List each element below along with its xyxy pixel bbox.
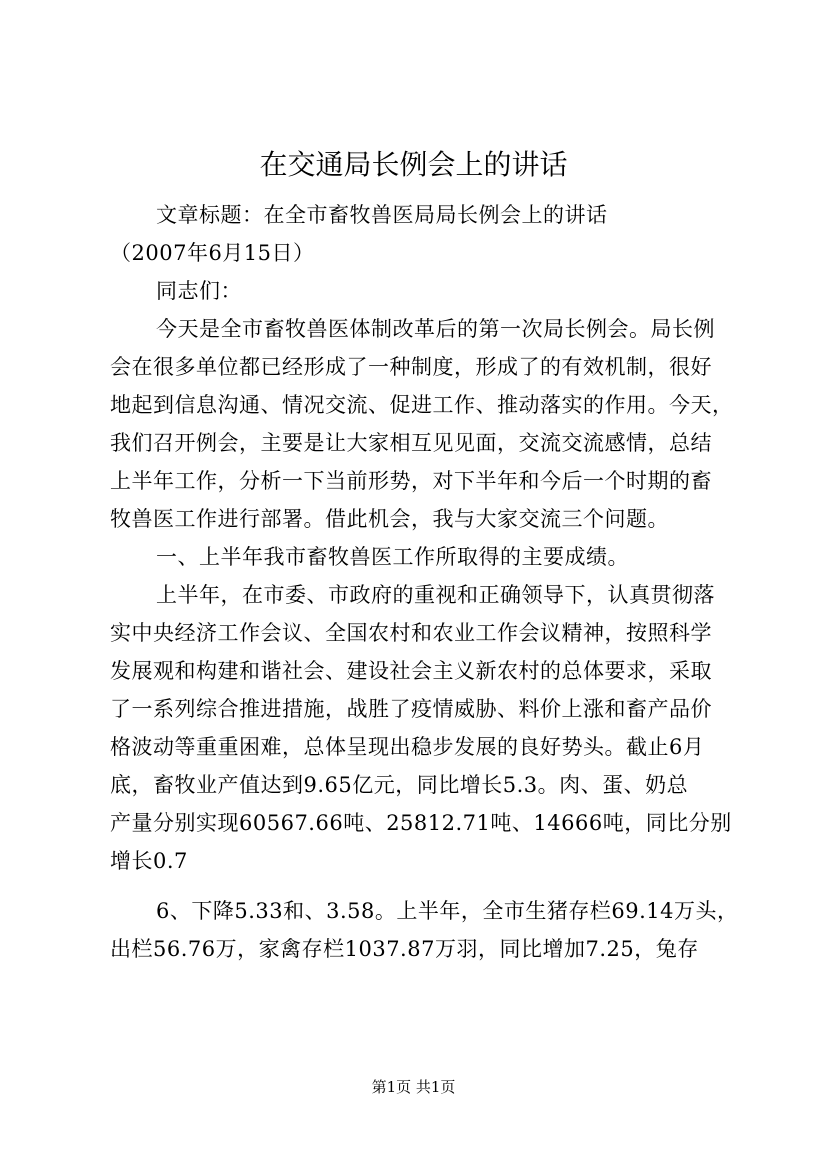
paragraph-line: 了一系列综合推进措施，战胜了疫情威胁、料价上涨和畜产品价 [110,697,712,721]
section-heading: 一、上半年我市畜牧兽医工作所取得的主要成绩。 [156,545,629,569]
paragraph-line: 发展观和构建和谐社会、建设社会主义新农村的总体要求，采取 [110,659,712,683]
document-title: 在交通局长例会上的讲话 [259,148,568,181]
paragraph-line: 增长0.7 [110,849,188,873]
paragraph-line: 牧兽医工作进行部署。借此机会，我与大家交流三个问题。 [110,507,669,531]
paragraph-line: 出栏56.76万，家禽存栏1037.87万羽，同比增加7.25，兔存 [110,937,699,961]
document-body [110,196,739,968]
paragraph-line: 今天是全市畜牧兽医体制改革后的第一次局长例会。局长例 [156,317,715,341]
salutation-line: 同志们： [156,279,242,303]
article-title-line: 文章标题：在全市畜牧兽医局局长例会上的讲话 [156,203,608,227]
paragraph-line: 实中央经济工作会议、全国农村和农业工作会议精神，按照科学 [110,621,712,645]
paragraph-line: 底，畜牧业产值达到9.65亿元，同比增长5.3。肉、蛋、奶总 [110,773,689,797]
paragraph-line: 地起到信息沟通、情况交流、促进工作、推动落实的作用。今天， [110,393,734,417]
paragraph-line: 我们召开例会，主要是让大家相互见见面，交流交流感情，总结 [110,431,712,455]
paragraph-line: 上半年，在市委、市政府的重视和正确领导下，认真贯彻落 [156,583,715,607]
paragraph-line: 6、下降5.33和、3.58。上半年，全市生猪存栏69.14万头， [156,899,739,923]
paragraph-line: 上半年工作，分析一下当前形势，对下半年和今后一个时期的畜 [110,469,712,493]
paragraph-line: 产量分别实现60567.66吨、25812.71吨、14666吨，同比分别 [110,811,732,835]
paragraph-line: 格波动等重重困难，总体呈现出稳步发展的良好势头。截止6月 [110,735,705,759]
page-footer: 第1页 共1页 [371,1078,456,1096]
date-line: （2007年6月15日） [110,241,315,265]
paragraph-line: 会在很多单位都已经形成了一种制度，形成了的有效机制，很好 [110,355,712,379]
